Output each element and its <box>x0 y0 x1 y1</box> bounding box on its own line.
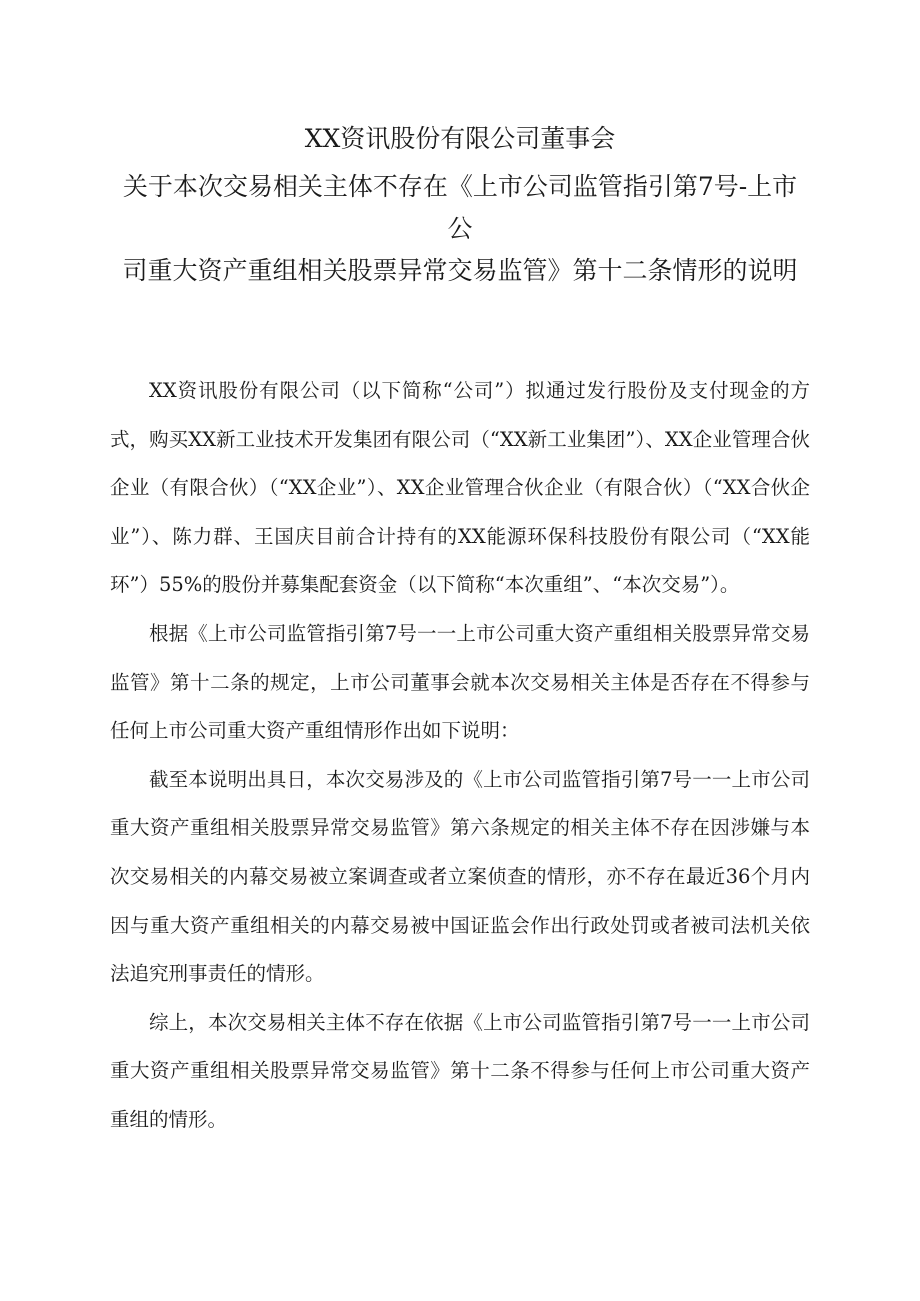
title-line-subject-cont: 司重大资产重组相关股票异常交易监管》第十二条情形的说明 <box>122 256 798 285</box>
paragraph-findings: 截至本说明出具日，本次交易涉及的《上市公司监管指引第7号一一上市公司重大资产重组相关股票异常交易监管》第六条规定的相关主体不存在因涉嫌与本次交易相关的内幕交易被立案调查或者立案侦查的情形，亦不存在最近36个月内因与重大资产重组相关的内幕交易被中国证监会作出行政处罚或者被司法机关依法追究刑事责任的情形。 <box>110 767 810 986</box>
paragraph-transaction-overview: XX资讯股份有限公司（以下简称“公司”）拟通过发行股份及支付现金的方式，购买XX新工业技术开发集团有限公司（“XX新工业集团”）、XX企业管理合伙企业（有限合伙）（“XX企业”）、XX企业管理合伙企业（有限合伙）（“XX合伙企业”）、陈力群、王国庆目前合计持有的XX能源环保科技股份有限公司（“XX能环”）55%的股份并募集配套资金（以下简称“本次重组”、“本次交易”）。 <box>110 379 810 597</box>
title-line-wrap: 公 <box>447 214 473 243</box>
title-line-company: XX资讯股份有限公司董事会 <box>304 124 616 153</box>
document-title <box>110 124 810 304</box>
document-body <box>110 367 810 1145</box>
paragraph-legal-basis: 根据《上市公司监管指引第7号一一上市公司重大资产重组相关股票异常交易监管》第十二条的规定，上市公司董事会就本次交易相关主体是否存在不得参与任何上市公司重大资产重组情形作出如下说明： <box>110 621 810 743</box>
title-line-subject: 关于本次交易相关主体不存在《上市公司监管指引第7号-上市 <box>122 172 798 201</box>
paragraph-conclusion: 综上，本次交易相关主体不存在依据《上市公司监管指引第7号一一上市公司重大资产重组相关股票异常交易监管》第十二条不得参与任何上市公司重大资产重组的情形。 <box>110 1010 810 1131</box>
